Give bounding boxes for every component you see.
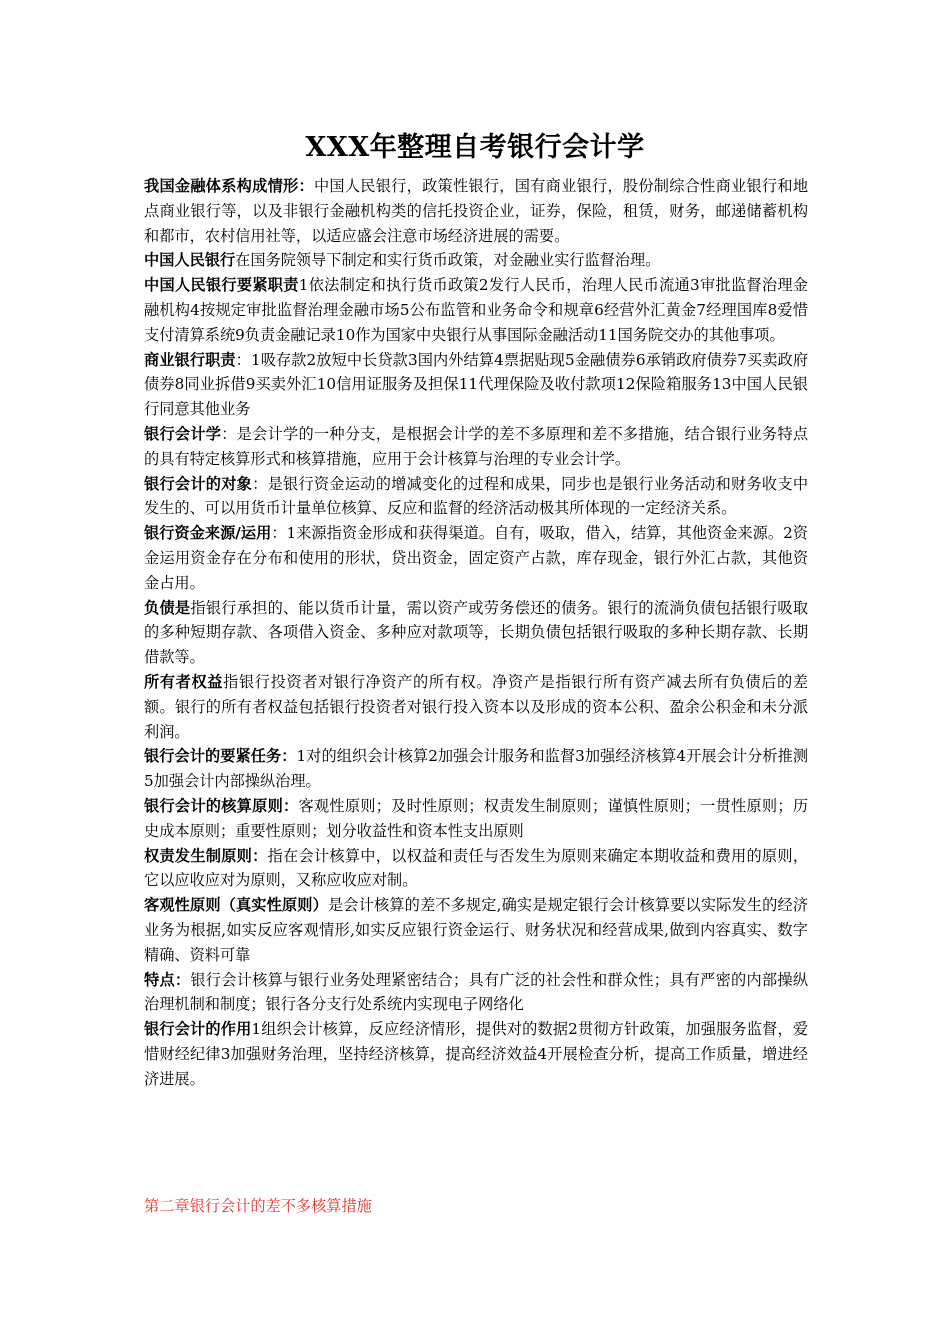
document-title: XXX年整理自考银行会计学 xyxy=(305,132,645,163)
paragraph-text: 1对的组织会计核算2加强会计服务和监督3加强经济核算4开展会计分析推测5加强会计内部操纵治理。 xyxy=(144,747,809,791)
chapter-heading: 第二章银行会计的差不多核算措施 xyxy=(144,1197,372,1215)
paragraph-term: 客观性原则（真实性原则） xyxy=(144,896,328,915)
paragraph-main-tasks xyxy=(144,744,808,794)
paragraph-accounting-principles xyxy=(144,794,808,844)
paragraph-characteristics xyxy=(144,968,808,1018)
paragraph-term: 权责发生制原则： xyxy=(144,846,268,865)
paragraph-commercial-bank-duties xyxy=(144,348,808,422)
paragraph-term: 银行资金来源/运用 xyxy=(144,524,272,543)
paragraph-text: ：1吸存款2放短中长贷款3国内外结算4票据贴现5金融债券6承销政府债券7买卖政府债券8同业拆借9买卖外汇10信用证服务及担保11代理保险及收付款项12保险箱服务13中国人民银行同意其他业务 xyxy=(144,350,809,419)
document-body xyxy=(144,174,808,1091)
paragraph-text: 指银行承担的、能以货币计量，需以资产或劳务偿还的债务。银行的流淌负债包括银行吸取的多种短期存款、各项借入资金、多种应对款项等，长期负债包括银行吸取的多种长期存款、长期借款等。 xyxy=(144,598,808,667)
paragraph-term: 我国金融体系构成情形： xyxy=(144,177,314,195)
paragraph-term: 所有者权益 xyxy=(144,672,224,691)
paragraph-term: 银行会计学 xyxy=(144,424,222,443)
paragraph-text: 在国务院领导下制定和实行货币政策，对金融业实行监督治理。 xyxy=(235,251,661,270)
paragraph-term: 商业银行职责 xyxy=(144,350,236,369)
paragraph-term: 银行会计的核算原则： xyxy=(144,796,299,815)
paragraph-financial-system xyxy=(144,174,808,248)
paragraph-text: ：是会计学的一种分支，是根据会计学的差不多原理和差不多措施，结合银行业务特点的具有特定核算形式和核算措施，应用于会计核算与治理的专业会计学。 xyxy=(144,424,809,468)
paragraph-text: 客观性原则；及时性原则；权责发生制原则；谨慎性原则；一贯性原则；历史成本原则；重要性原则；划分收益性和资本性支出原则 xyxy=(144,796,809,840)
paragraph-funds-source-use xyxy=(144,521,808,595)
paragraph-term: 银行会计的作用 xyxy=(144,1020,252,1039)
paragraph-text: 中国人民银行，政策性银行，国有商业银行，股份制综合性商业银行和地点商业银行等，以及非银行金融机构类的信托投资企业，证券，保险，租赁，财务，邮递储蓄机构和都市，农村信用社等，以适应盛会注意市场经济进展的需要。 xyxy=(144,177,809,245)
paragraph-term: 银行会计的要紧任务： xyxy=(144,747,297,766)
paragraph-objectivity-principle xyxy=(144,893,808,967)
paragraph-text: 是会计核算的差不多规定,确实是规定银行会计核算要以实际发生的经济业务为根据,如实反应客观情形,如实反应银行资金运行、财务状况和经营成果,做到内容真实、数字精确、资料可靠 xyxy=(144,896,809,964)
paragraph-term: 中国人民银行 xyxy=(144,251,236,270)
paragraph-accounting-object xyxy=(144,472,808,522)
paragraph-term: 中国人民银行要紧职责 xyxy=(144,276,299,295)
paragraph-term: 负债是 xyxy=(144,598,191,617)
paragraph-accounting-role xyxy=(144,1017,808,1091)
paragraph-text: 银行会计核算与银行业务处理紧密结合；具有广泛的社会性和群众性；具有严密的内部操纵治理机制和制度；银行各分支行处系统内实现电子网络化 xyxy=(144,970,808,1014)
paragraph-bank-accounting xyxy=(144,422,808,472)
paragraph-text: 1依法制定和执行货币政策2发行人民币，治理人民币流通3审批监督治理金融机构4按规定审批监督治理金融市场5公布监管和业务命令和规章6经营外汇黄金7经理国库8爱惜支付清算系统9负责金融记录10作为国家中央银行从事国际金融活动11国务院交办的其他事项。 xyxy=(144,276,808,344)
paragraph-pboc xyxy=(144,248,808,273)
paragraph-liabilities xyxy=(144,596,808,670)
paragraph-pboc-duties xyxy=(144,273,808,347)
paragraph-text: 指在会计核算中，以权益和责任与否发生为原则来确定本期收益和费用的原则，它以应收应对为原则，又称应收应对制。 xyxy=(144,846,809,890)
paragraph-accrual-principle xyxy=(144,844,808,894)
paragraph-text: ：是银行资金运动的增减变化的过程和成果，同步也是银行业务活动和财务收支中发生的、可以用货币计量单位核算、反应和监督的经济活动极其所体现的一定经济关系。 xyxy=(144,474,809,518)
paragraph-text: ：1来源指资金形成和获得渠道。自有，吸取，借入，结算，其他资金来源。2资金运用资金存在分布和使用的形状，贷出资金，固定资产占款，库存现金，银行外汇占款，其他资金占用。 xyxy=(144,524,808,592)
paragraph-term: 银行会计的对象 xyxy=(144,474,253,493)
paragraph-owners-equity xyxy=(144,670,808,744)
paragraph-term: 特点： xyxy=(144,970,191,989)
paragraph-text: 1组织会计核算，反应经济情形，提供对的数据2贯彻方针政策，加强服务监督，爱惜财经纪律3加强财务治理，坚持经济核算，提高经济效益4开展检查分析，提高工作质量，增进经济进展。 xyxy=(144,1020,809,1088)
paragraph-text: 指银行投资者对银行净资产的所有权。净资产是指银行所有资产减去所有负债后的差额。银行的所有者权益包括银行投资者对银行投入资本以及形成的资本公积、盈余公积金和未分派利润。 xyxy=(144,672,809,741)
